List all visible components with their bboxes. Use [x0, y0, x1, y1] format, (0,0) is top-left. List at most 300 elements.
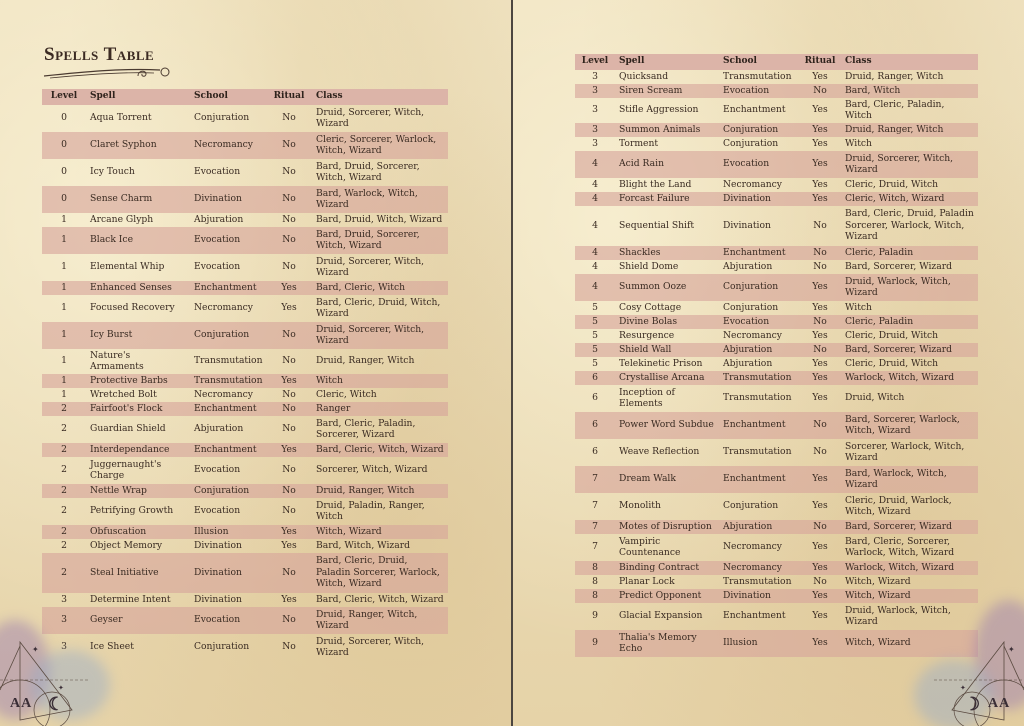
cell-class: Bard, Cleric, Druid, Paladin Sorcerer, Warlock, Witch, Wizard — [312, 553, 448, 593]
cell-spell: Geyser — [86, 607, 190, 634]
table-row — [575, 534, 978, 561]
cell-class: Druid, Sorcerer, Witch, Wizard — [316, 635, 425, 658]
table-row — [42, 374, 448, 388]
cell-spell: Arcane Glyph — [90, 213, 154, 225]
cell-class: Druid, Witch — [845, 392, 905, 404]
cell-ritual: No — [282, 166, 296, 178]
cell-level: 0 — [42, 186, 86, 213]
cell-class: Druid, Warlock, Witch, Wizard — [841, 274, 978, 301]
crescent-moon-icon: ☾ — [48, 694, 66, 714]
table-row — [575, 575, 978, 589]
cell-class: Witch, Wizard — [845, 575, 911, 587]
cell-school: Enchantment — [719, 412, 799, 439]
cell-level: 2 — [42, 443, 86, 457]
cell-level: 5 — [575, 343, 615, 357]
cell-spell: Divine Bolas — [615, 315, 719, 329]
cell-level: 6 — [575, 371, 615, 385]
cell-level: 7 — [592, 500, 598, 512]
cell-ritual: Yes — [812, 301, 828, 313]
cell-spell: Enhanced Senses — [86, 281, 190, 295]
cell-spell: Ice Sheet — [90, 641, 134, 653]
table-row — [42, 132, 448, 159]
cell-school: Enchantment — [190, 443, 266, 457]
cell-level: 2 — [61, 539, 67, 551]
cell-level: 4 — [575, 151, 615, 178]
cell-ritual: Yes — [799, 466, 841, 493]
cell-ritual: Yes — [799, 630, 841, 657]
table-row — [42, 416, 448, 443]
table-body-right — [575, 70, 978, 657]
cell-spell: Blight the Land — [619, 178, 692, 190]
cell-ritual: Yes — [281, 539, 297, 551]
cell-class: Bard, Cleric, Sorcerer, Warlock, Witch, Wizard — [845, 535, 955, 558]
cell-level: 2 — [42, 484, 86, 498]
cell-school: Necromancy — [194, 302, 253, 314]
cell-class: Witch, Wizard — [841, 630, 978, 657]
cell-spell: Resurgence — [619, 329, 675, 341]
table-row — [42, 443, 448, 457]
table-row — [42, 402, 448, 416]
cell-ritual: No — [799, 343, 841, 357]
cell-level: 7 — [575, 520, 615, 534]
cell-ritual: Yes — [812, 329, 828, 341]
cell-school: Evocation — [719, 151, 799, 178]
table-row — [42, 295, 448, 322]
cell-school: Abjuration — [194, 423, 244, 435]
table-header-row — [42, 89, 448, 105]
cell-level: 0 — [61, 112, 67, 124]
cell-spell: Shield Wall — [615, 343, 719, 357]
cell-class: Druid, Ranger, Witch — [841, 123, 978, 137]
cell-class: Druid, Paladin, Ranger, Witch — [316, 499, 425, 522]
cell-class: Bard, Cleric, Witch, Wizard — [316, 593, 444, 605]
cell-level: 4 — [575, 246, 615, 260]
cell-ritual: No — [799, 315, 841, 329]
cell-school: Conjuration — [194, 641, 250, 653]
cell-class: Druid, Ranger, Witch — [316, 355, 415, 367]
cell-school: Conjuration — [723, 301, 779, 313]
cell-school: Enchantment — [190, 281, 266, 295]
table-row — [42, 498, 448, 525]
cell-school: Transmutation — [719, 371, 799, 385]
cell-ritual: Yes — [799, 561, 841, 575]
cell-level: 1 — [42, 281, 86, 295]
table-row — [575, 357, 978, 371]
cell-class: Druid, Ranger, Witch, Wizard — [312, 607, 448, 634]
cell-level: 2 — [61, 505, 67, 517]
cell-level: 1 — [61, 302, 67, 314]
table-row — [575, 561, 978, 575]
cell-class: Bard, Druid, Sorcerer, Witch, Wizard — [316, 160, 420, 183]
crescent-moon-icon: ☽ — [964, 694, 982, 714]
svg-text:✦: ✦ — [960, 684, 966, 692]
cell-spell: Crystallise Arcana — [615, 371, 719, 385]
cell-spell: Stifle Aggression — [619, 104, 699, 116]
table-row — [42, 593, 448, 607]
cell-class: Bard, Sorcerer, Wizard — [841, 343, 978, 357]
cell-ritual: No — [266, 186, 312, 213]
table-row — [42, 484, 448, 498]
cell-class: Witch, Wizard — [841, 589, 978, 603]
cell-class: Witch — [845, 137, 872, 149]
col-header-spell: Spell — [86, 89, 190, 105]
cell-school: Abjuration — [194, 213, 244, 225]
cell-spell: Wretched Bolt — [90, 388, 157, 400]
cell-class: Warlock, Witch, Wizard — [841, 371, 978, 385]
table-row — [575, 315, 978, 329]
cell-spell: Fairfoot's Flock — [86, 402, 190, 416]
cell-spell: Obfuscation — [86, 525, 190, 539]
cell-ritual: Yes — [812, 500, 828, 512]
cell-ritual: No — [813, 219, 827, 231]
cell-spell: Summon Animals — [615, 123, 719, 137]
table-row — [575, 385, 978, 412]
cell-school: Conjuration — [719, 123, 799, 137]
cell-ritual: Yes — [266, 281, 312, 295]
cell-ritual: Yes — [266, 374, 312, 388]
cell-school: Divination — [719, 192, 799, 206]
cell-school: Divination — [190, 186, 266, 213]
cell-class: Bard, Witch, Wizard — [316, 539, 410, 551]
cell-spell: Cosy Cottage — [619, 301, 682, 313]
cell-spell: Acid Rain — [615, 151, 719, 178]
table-row — [42, 525, 448, 539]
cell-school: Abjuration — [719, 520, 799, 534]
cell-spell: Siren Scream — [615, 84, 719, 98]
cell-ritual: No — [266, 402, 312, 416]
cell-level: 6 — [575, 412, 615, 439]
table-row — [575, 439, 978, 466]
col-header-ritual: Ritual — [266, 89, 312, 105]
cell-ritual: Yes — [799, 123, 841, 137]
col-header-level: Level — [575, 54, 615, 70]
table-row — [575, 70, 978, 84]
cell-level: 3 — [61, 593, 67, 605]
cell-ritual: No — [799, 246, 841, 260]
cell-school: Transmutation — [723, 392, 792, 404]
cell-class: Bard, Sorcerer, Wizard — [841, 520, 978, 534]
table-row — [42, 457, 448, 484]
cell-school: Evocation — [194, 166, 241, 178]
table-row — [575, 98, 978, 123]
cell-ritual: Yes — [799, 192, 841, 206]
footer-mark-left: AA — [10, 696, 33, 711]
cell-level: 3 — [592, 104, 598, 116]
table-row — [575, 260, 978, 274]
cell-spell: Interdependance — [86, 443, 190, 457]
cell-ritual: No — [282, 505, 296, 517]
cell-class: Bard, Cleric, Paladin, Sorcerer, Wizard — [316, 417, 416, 440]
table-row — [575, 343, 978, 357]
table-row — [575, 192, 978, 206]
spells-table-left — [42, 89, 448, 661]
cell-class: Bard, Warlock, Witch, Wizard — [841, 466, 978, 493]
cell-school: Divination — [719, 589, 799, 603]
cell-ritual: No — [266, 607, 312, 634]
table-row — [575, 412, 978, 439]
cell-class: Bard, Cleric, Druid, Paladin Sorcerer, Warlock, Witch, Wizard — [845, 208, 974, 243]
cell-ritual: Yes — [281, 302, 297, 314]
table-row — [42, 388, 448, 402]
cell-school: Enchantment — [719, 246, 799, 260]
cell-level: 0 — [61, 166, 67, 178]
table-row — [42, 322, 448, 349]
cell-school: Transmutation — [723, 575, 792, 587]
table-row — [575, 520, 978, 534]
cell-ritual: No — [266, 484, 312, 498]
cell-ritual: No — [266, 132, 312, 159]
cell-spell: Steal Initiative — [86, 553, 190, 593]
cell-school: Evocation — [190, 607, 266, 634]
cell-class: Druid, Sorcerer, Witch, Wizard — [312, 322, 448, 349]
cell-class: Cleric, Druid, Witch — [845, 178, 939, 190]
cell-school: Illusion — [719, 630, 799, 657]
cell-level: 0 — [42, 132, 86, 159]
table-row — [42, 254, 448, 281]
cell-ritual: Yes — [812, 70, 828, 82]
col-header-class: Class — [841, 54, 978, 70]
table-row — [575, 589, 978, 603]
col-header-spell: Spell — [615, 54, 719, 70]
cell-level: 6 — [592, 446, 598, 458]
cell-school: Transmutation — [190, 374, 266, 388]
cell-level: 7 — [575, 466, 615, 493]
cell-spell: Forcast Failure — [615, 192, 719, 206]
cell-spell: Nature's Armaments — [90, 349, 144, 372]
cell-ritual: Yes — [812, 392, 828, 404]
table-row — [42, 186, 448, 213]
cell-level: 1 — [61, 355, 67, 367]
cell-spell: Summon Ooze — [615, 274, 719, 301]
cell-ritual: Yes — [799, 151, 841, 178]
cell-level: 5 — [592, 357, 598, 369]
cell-class: Cleric, Druid, Witch — [845, 357, 939, 369]
cell-level: 5 — [592, 329, 598, 341]
cell-spell: Shackles — [615, 246, 719, 260]
cell-class: Cleric, Witch — [316, 388, 377, 400]
cell-class: Druid, Ranger, Witch — [845, 70, 944, 82]
cell-class: Bard, Witch — [841, 84, 978, 98]
cell-spell: Determine Intent — [90, 593, 171, 605]
right-page — [513, 0, 1024, 726]
cell-school: Abjuration — [719, 343, 799, 357]
cell-ritual: Yes — [266, 443, 312, 457]
cell-spell: Icy Touch — [90, 166, 135, 178]
cell-spell: Monolith — [619, 500, 661, 512]
cell-class: Ranger — [312, 402, 448, 416]
table-row — [575, 329, 978, 343]
cell-school: Necromancy — [723, 178, 782, 190]
cell-ritual: No — [813, 446, 827, 458]
cell-class: Cleric, Druid, Warlock, Witch, Wizard — [845, 494, 952, 517]
cell-school: Evocation — [719, 315, 799, 329]
cell-level: 1 — [61, 388, 67, 400]
cell-spell: Binding Contract — [615, 561, 719, 575]
corner-decoration-right — [904, 610, 1024, 726]
cell-class: Druid, Sorcerer, Witch, Wizard — [316, 255, 425, 278]
left-page — [0, 0, 511, 726]
cell-class: Bard, Sorcerer, Wizard — [845, 260, 953, 272]
cell-school: Divination — [723, 219, 771, 231]
cell-level: 4 — [575, 192, 615, 206]
cell-level: 8 — [592, 575, 598, 587]
cell-school: Necromancy — [719, 561, 799, 575]
table-row — [42, 159, 448, 186]
col-header-class: Class — [312, 89, 448, 105]
cell-level: 1 — [42, 374, 86, 388]
cell-school: Conjuration — [190, 322, 266, 349]
cell-class: Cleric, Druid, Witch — [845, 329, 939, 341]
table-row — [575, 301, 978, 315]
cell-school: Divination — [194, 539, 242, 551]
cell-spell: Glacial Expansion — [619, 610, 703, 622]
cell-school: Divination — [190, 553, 266, 593]
cell-class: Bard, Cleric, Druid, Witch, Wizard — [316, 296, 441, 319]
cell-school: Divination — [194, 593, 242, 605]
table-row — [575, 178, 978, 192]
cell-class: Bard, Druid, Witch, Wizard — [316, 213, 443, 225]
cell-spell: Thalia's Memory Echo — [615, 630, 719, 657]
cell-school: Conjuration — [194, 112, 250, 124]
table-row — [575, 84, 978, 98]
cell-ritual: No — [266, 553, 312, 593]
cell-class: Warlock, Witch, Wizard — [841, 561, 978, 575]
cell-school: Enchantment — [723, 104, 786, 116]
cell-level: 9 — [575, 630, 615, 657]
cell-school: Transmutation — [723, 70, 792, 82]
cell-spell: Claret Syphon — [86, 132, 190, 159]
cell-class: Witch, Wizard — [312, 525, 448, 539]
cell-class: Cleric, Paladin — [841, 315, 978, 329]
cell-spell: Telekinetic Prison — [619, 357, 703, 369]
cell-level: 3 — [61, 641, 67, 653]
cell-ritual: Yes — [266, 525, 312, 539]
table-row — [575, 246, 978, 260]
cell-ritual: Yes — [812, 137, 828, 149]
cell-level: 2 — [42, 402, 86, 416]
table-row — [575, 371, 978, 385]
cell-level: 1 — [42, 322, 86, 349]
table-row — [42, 227, 448, 254]
cell-ritual: Yes — [799, 371, 841, 385]
cell-school: Transmutation — [723, 446, 792, 458]
cell-class: Druid, Sorcerer, Witch, Wizard — [841, 151, 978, 178]
cell-spell: Predict Opponent — [615, 589, 719, 603]
cell-spell: Sense Charm — [86, 186, 190, 213]
col-header-level: Level — [42, 89, 86, 105]
cell-class: Druid, Ranger, Witch — [312, 484, 448, 498]
cell-school: Evocation — [194, 464, 241, 476]
table-row — [42, 349, 448, 374]
cell-ritual: No — [282, 464, 296, 476]
cell-class: Witch — [845, 301, 872, 313]
cell-class: Cleric, Sorcerer, Warlock, Witch, Wizard — [312, 132, 448, 159]
cell-school: Evocation — [194, 261, 241, 273]
cell-level: 4 — [592, 219, 598, 231]
cell-spell: Petrifying Growth — [90, 505, 174, 517]
cell-level: 5 — [592, 301, 598, 313]
cell-class: Sorcerer, Warlock, Witch, Wizard — [845, 440, 965, 463]
cell-level: 5 — [575, 315, 615, 329]
cell-spell: Juggernaught's Charge — [90, 458, 162, 481]
cell-class: Cleric, Witch, Wizard — [841, 192, 978, 206]
cell-ritual: No — [799, 520, 841, 534]
page-title: Spells Table — [44, 44, 155, 65]
table-row — [42, 539, 448, 553]
cell-school: Illusion — [190, 525, 266, 539]
cell-ritual: No — [282, 261, 296, 273]
cell-spell: Aqua Torrent — [90, 112, 152, 124]
cell-ritual: Yes — [799, 589, 841, 603]
table-row — [575, 123, 978, 137]
cell-ritual: No — [813, 575, 827, 587]
cell-spell: Quicksand — [619, 70, 669, 82]
cell-spell: Sequential Shift — [619, 219, 695, 231]
cell-spell: Planar Lock — [619, 575, 675, 587]
table-header-row — [575, 54, 978, 70]
cell-ritual: No — [282, 388, 296, 400]
col-header-ritual: Ritual — [799, 54, 841, 70]
cell-class: Sorcerer, Witch, Wizard — [316, 464, 428, 476]
cell-ritual: No — [813, 260, 827, 272]
cell-spell: Protective Barbs — [86, 374, 190, 388]
cell-level: 7 — [592, 541, 598, 553]
table-row — [42, 281, 448, 295]
table-body-left — [42, 105, 448, 661]
cell-level: 8 — [575, 589, 615, 603]
cell-level: 2 — [42, 525, 86, 539]
cell-level: 3 — [592, 137, 598, 149]
cell-spell: Vampiric Countenance — [619, 535, 681, 558]
cell-school: Abjuration — [723, 357, 773, 369]
cell-ritual: Yes — [812, 104, 828, 116]
table-row — [42, 213, 448, 227]
cell-ritual: Yes — [281, 593, 297, 605]
cell-level: 9 — [592, 610, 598, 622]
cell-class: Cleric, Paladin — [841, 246, 978, 260]
cell-spell: Torment — [619, 137, 659, 149]
cell-school: Enchantment — [190, 402, 266, 416]
cell-spell: Inception of Elements — [619, 386, 675, 409]
cell-ritual: No — [799, 412, 841, 439]
cell-level: 4 — [592, 178, 598, 190]
cell-school: Transmutation — [194, 355, 263, 367]
cell-ritual: No — [266, 227, 312, 254]
cell-level: 1 — [61, 261, 67, 273]
cell-ritual: Yes — [812, 610, 828, 622]
corner-decoration-left — [0, 610, 120, 726]
cell-school: Necromancy — [190, 132, 266, 159]
cell-level: 2 — [61, 423, 67, 435]
cell-spell: Dream Walk — [615, 466, 719, 493]
cell-school: Evocation — [194, 505, 241, 517]
cell-spell: Nettle Wrap — [86, 484, 190, 498]
cell-spell: Shield Dome — [619, 260, 679, 272]
cell-level: 3 — [42, 607, 86, 634]
cell-school: Conjuration — [723, 137, 779, 149]
cell-level: 3 — [575, 123, 615, 137]
cell-class: Bard, Cleric, Witch, Wizard — [312, 443, 448, 457]
title-flourish-icon — [42, 64, 172, 80]
cell-school: Evocation — [719, 84, 799, 98]
cell-ritual: No — [799, 84, 841, 98]
cell-ritual: Yes — [812, 357, 828, 369]
cell-school: Evocation — [190, 227, 266, 254]
svg-text:✦: ✦ — [58, 684, 64, 692]
cell-level: 6 — [592, 392, 598, 404]
table-row — [575, 274, 978, 301]
cell-class: Bard, Druid, Sorcerer, Witch, Wizard — [312, 227, 448, 254]
